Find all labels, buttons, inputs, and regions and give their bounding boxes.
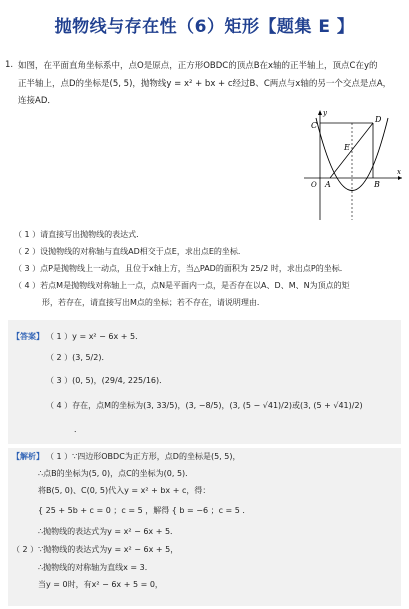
subquestion-4: （ 4 ）若点M是抛物线对称轴上一点，点N是平面内一点，是否存在以A、D、M、N为顶点的矩 <box>14 281 350 290</box>
analysis-line-6: （ 2 ）∵抛物线的表达式为y = x² − 6x + 5， <box>12 545 179 554</box>
answer-section <box>8 320 401 444</box>
label-B: B <box>374 180 380 189</box>
label-x: x <box>397 168 401 176</box>
subquestion-1: （ 1 ）请直接写出抛物线的表达式． <box>14 230 145 239</box>
label-D: D <box>375 115 382 124</box>
segment-AD <box>330 123 373 178</box>
problem-text-line-3: 连接AD． <box>18 96 56 106</box>
analysis-line-8: 当y = 0时，有x² − 6x + 5 = 0， <box>38 580 163 589</box>
analysis-tag: 【解析】 <box>12 452 44 461</box>
analysis-line-4: { 25 + 5b + c = 0 ；c = 5 ，解得 { b = −6 ；c = 5 ． <box>38 506 251 515</box>
problem-text-line-1: 如图，在平面直角坐标系中，点O是原点，正方形OBDC的顶点B在x轴的正半轴上，顶点C在y的 <box>18 61 378 71</box>
geometry-figure <box>300 108 405 223</box>
subquestion-3: （ 3 ）点P是抛物线上一动点，且位于x轴上方，当△PAD的面积为 25/2 时，求出点P的坐标． <box>14 264 348 273</box>
subquestion-4-continued: 形，若存在，请直接写出M点的坐标；若不存在，请说明理由． <box>42 298 265 307</box>
answer-4: （ 4 ）存在，点M的坐标为(3, 33/5)，(3, −8/5)，(3, (5 − √41)/2)或(3, (5 + √41)/2) <box>46 401 363 410</box>
analysis-line-2: ∴点B的坐标为(5, 0)，点C的坐标为(0, 5)． <box>38 469 194 478</box>
problem-number: 1. <box>5 60 14 70</box>
analysis-line-7: ∴抛物线的对称轴为直线x = 3． <box>38 563 153 572</box>
analysis-section <box>8 448 401 606</box>
answer-tag: 【答案】 <box>12 332 44 341</box>
answer-2: （ 2 ）(3, 5/2)． <box>46 353 110 362</box>
subquestion-2: （ 2 ）设抛物线的对称轴与直线AD相交于点E，求出点E的坐标． <box>14 247 246 256</box>
label-A: A <box>325 180 331 189</box>
x-axis-arrow <box>398 176 402 180</box>
problem-text-line-2: 正半轴上，点D的坐标是(5, 5)，抛物线y = x² + bx + c经过B、C两点与x轴的另一个交点是点A， <box>18 79 392 89</box>
page-title: 抛物线与存在性（6）矩形【题集 E 】 <box>54 17 355 37</box>
answer-1: （ 1 ）y = x² − 6x + 5． <box>46 332 144 341</box>
label-y: y <box>323 109 327 117</box>
analysis-line-5: ∴抛物线的表达式为y = x² − 6x + 5． <box>38 527 179 536</box>
label-E: E <box>344 143 350 152</box>
y-axis-arrow <box>318 110 322 115</box>
answer-4-end: ． <box>74 425 82 434</box>
answer-3: （ 3 ）(0, 5)，(29/4, 225/16)． <box>46 376 168 385</box>
label-C: C <box>311 121 318 130</box>
label-O: O <box>311 181 317 189</box>
analysis-line-3: 将B(5, 0)、C(0, 5)代入y = x² + bx + c，得： <box>38 486 211 495</box>
analysis-line-1: （ 1 ）∵四边形OBDC为正方形，点D的坐标是(5, 5)， <box>46 452 241 461</box>
